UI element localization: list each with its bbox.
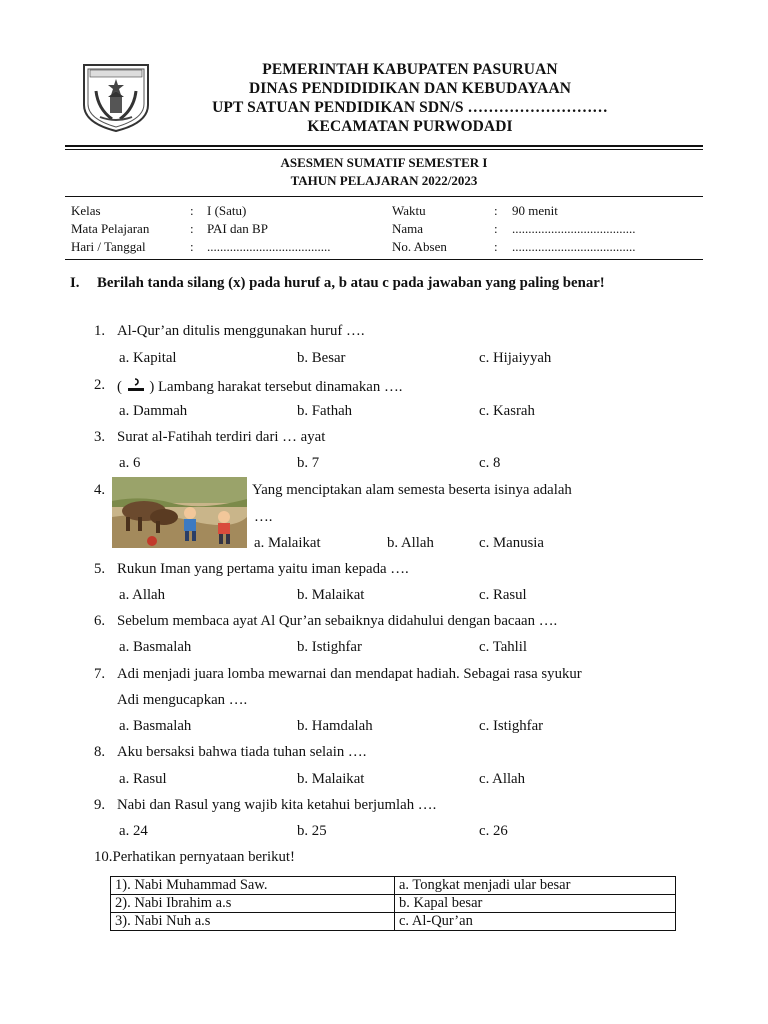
question-number: 3. [94,429,106,445]
question-text: Surat al-Fatihah terdiri dari … ayat [117,429,326,445]
mapel-value: PAI dan BP [207,221,268,236]
section-number: I. [70,275,80,291]
option-b: b. Allah [387,535,434,551]
option-b: b. Istighfar [297,639,362,655]
question-text: Nabi dan Rasul yang wajib kita ketahui berjumlah …. [117,797,437,813]
option-c: c. 26 [479,823,508,839]
hari-label: Hari / Tanggal [71,239,146,254]
question-text-continued: …. [254,509,273,525]
exam-title: ASESMEN SUMATIF SEMESTER I [280,155,488,170]
waktu-colon: : [494,203,498,218]
absen-value: ...................................... [512,239,636,254]
student-identity [65,196,703,260]
option-b: b. 7 [297,455,320,471]
question-text: Adi menjadi juara lomba mewarnai dan mendapat hadiah. Sebagai rasa syukur [117,666,582,682]
nama-label: Nama [392,221,424,236]
section-instruction [70,270,698,296]
option-c: c. Manusia [479,535,544,551]
nama-value: ...................................... [512,221,636,236]
option-c: c. Allah [479,771,526,787]
waktu-value: 90 menit [512,203,558,218]
harakat-symbol-icon [126,377,146,391]
question-number: 4. [94,482,106,498]
option-c: c. 8 [479,455,501,471]
option-a: a. 6 [119,455,141,471]
option-a: a. Kapital [119,350,177,366]
header-line-4: KECAMATAN PURWODADI [307,118,513,135]
option-c: c. Rasul [479,587,527,603]
nama-colon: : [494,221,498,236]
option-a: a. 24 [119,823,148,839]
table-cell: c. Al-Qur’an [395,913,676,931]
question-text-wrap [117,377,402,396]
option-c: c. Kasrah [479,403,535,419]
question-text: Al-Qur’an ditulis menggunakan huruf …. [117,323,365,339]
header-divider-thin [65,149,703,150]
header-line-3: UPT SATUAN PENDIDIKAN SDN/S ……………………… [212,99,608,116]
question-4-text [252,482,572,499]
question-number: 1. [94,323,106,339]
question-7-text-2 [117,692,247,709]
table-cell: b. Kapal besar [395,895,676,913]
absen-colon: : [494,239,498,254]
option-c: c. Hijaiyyah [479,350,552,366]
question-number: 2. [94,377,106,393]
matching-table [110,876,676,931]
option-a: a. Allah [119,587,166,603]
kelas-value: I (Satu) [207,203,247,218]
table-row [111,877,676,895]
absen-label: No. Absen [392,239,447,254]
option-b: b. Fathah [297,403,353,419]
option-a: a. Basmalah [119,718,192,734]
question-text: ) Lambang harakat tersebut dinamakan …. [149,379,403,395]
question-text-continued: Adi mengucapkan …. [117,692,248,708]
question-number: 6. [94,613,106,629]
waktu-label: Waktu [392,203,426,218]
table-row [111,895,676,913]
question-text: Rukun Iman yang pertama yaitu iman kepada …. [117,561,409,577]
option-a: a. Dammah [119,403,188,419]
header-line-1: PEMERINTAH KABUPATEN PASURUAN [262,61,558,78]
open-paren: ( [117,379,122,395]
header-line-2: DINAS PENDIDIDIKAN DAN KEBUDAYAAN [248,80,572,97]
question-text: Aku bersaksi bahwa tiada tuhan selain …. [117,744,367,760]
option-c: c. Istighfar [479,718,544,734]
option-b: b. Besar [297,350,346,366]
instruction-text: Berilah tanda silang (x) pada huruf a, b atau c pada jawaban yang paling benar! [97,275,605,291]
kelas-label: Kelas [71,203,101,218]
question-text: 10.Perhatikan pernyataan berikut! [94,849,295,865]
question-4-text-2 [254,509,273,526]
illustration-image [112,477,247,548]
option-b: b. 25 [297,823,327,839]
question-10 [94,849,295,866]
header-divider [65,145,703,147]
option-a: a. Basmalah [119,639,192,655]
question-number: 5. [94,561,106,577]
option-a: a. Rasul [119,771,167,787]
question-number: 8. [94,744,106,760]
option-b: b. Hamdalah [297,718,373,734]
option-c: c. Tahlil [479,639,528,655]
question-text: Yang menciptakan alam semesta beserta isinya adalah [252,482,572,498]
kelas-colon: : [190,203,194,218]
hari-colon: : [190,239,194,254]
question-number: 7. [94,666,106,682]
option-a: a. Malaikat [254,535,321,551]
mapel-colon: : [190,221,194,236]
table-cell: 2). Nabi Ibrahim a.s [111,895,395,913]
mapel-label: Mata Pelajaran [71,221,150,236]
option-b: b. Malaikat [297,771,365,787]
exam-year: TAHUN PELAJARAN 2022/2023 [290,173,478,188]
question-text: Sebelum membaca ayat Al Qur’an sebaiknya didahului dengan bacaan …. [117,613,558,629]
table-cell: a. Tongkat menjadi ular besar [395,877,676,895]
option-b: b. Malaikat [297,587,365,603]
table-cell: 3). Nabi Nuh a.s [111,913,395,931]
hari-value: ...................................... [207,239,331,254]
table-cell: 1). Nabi Muhammad Saw. [111,877,395,895]
question-number: 9. [94,797,106,813]
table-row [111,913,676,931]
